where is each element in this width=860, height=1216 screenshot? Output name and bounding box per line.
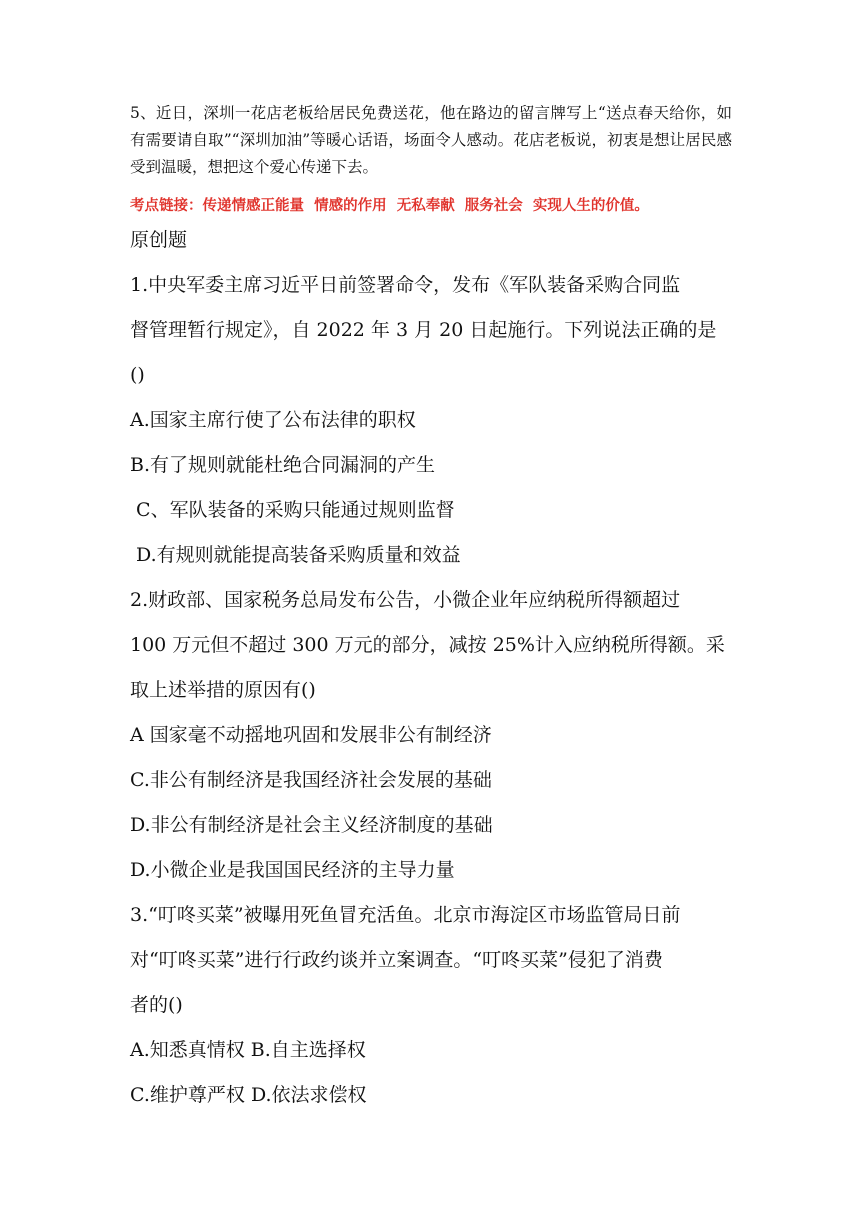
q2-option-d-first: D.非公有制经济是社会主义经济制度的基础 [130, 814, 493, 836]
q3-stem-line-3: 者的() [130, 994, 183, 1016]
q3-stem-line-1: 3.“叮咚买菜”被曝用死鱼冒充活鱼。北京市海淀区市场监管局日前 [130, 904, 681, 926]
q1-stem-line-1: 1.中央军委主席习近平日前签署命令，发布《军队装备采购合同监 [130, 274, 681, 296]
q2-option-a: A 国家毫不动摇地巩固和发展非公有制经济 [130, 724, 492, 746]
q2-stem-line-2: 100 万元但不超过 300 万元的部分，减按 25%计入应纳税所得额。采 [130, 634, 725, 656]
q1-option-d: D.有规则就能提高装备采购质量和效益 [130, 544, 461, 566]
q3-options-line-2: C.维护尊严权 D.依法求偿权 [130, 1084, 367, 1106]
q1-stem-line-3: () [130, 364, 145, 386]
q3-options-line-1: A.知悉真情权 B.自主选择权 [130, 1039, 366, 1061]
q2-stem-line-1: 2.财政部、国家税务总局发布公告，小微企业年应纳税所得额超过 [130, 589, 681, 611]
q1-option-b: B.有了规则就能杜绝合同漏洞的产生 [130, 454, 436, 476]
q2-stem-line-3: 取上述举措的原因有() [130, 679, 316, 701]
q2-option-c: C.非公有制经济是我国经济社会发展的基础 [130, 769, 492, 791]
q1-stem-line-2: 督管理暂行规定》，自 2022 年 3 月 20 日起施行。下列说法正确的是 [130, 319, 717, 341]
q1-option-c: C、军队装备的采购只能通过规则监督 [130, 499, 455, 521]
section-title: 原创题 [130, 229, 188, 251]
q1-option-a: A.国家主席行使了公布法律的职权 [130, 409, 416, 431]
q3-stem-line-2: 对“叮咚买菜”进行行政约谈并立案调查。“叮咚买菜”侵犯了消费 [130, 949, 663, 971]
exam-points-link: 考点链接：传递情感正能量 情感的作用 无私奉献 服务社会 实现人生的价值。 [130, 198, 649, 214]
intro-paragraph: 5、近日，深圳一花店老板给居民免费送花，他在路边的留言牌写上“送点春天给你，如有需要请自取”“深圳加油”等暖心话语，场面令人感动。花店老板说，初衷是想让居民感受到温暖，想把这个爱心传递下去。 [130, 104, 732, 176]
q2-option-d-second: D.小微企业是我国国民经济的主导力量 [130, 859, 455, 881]
